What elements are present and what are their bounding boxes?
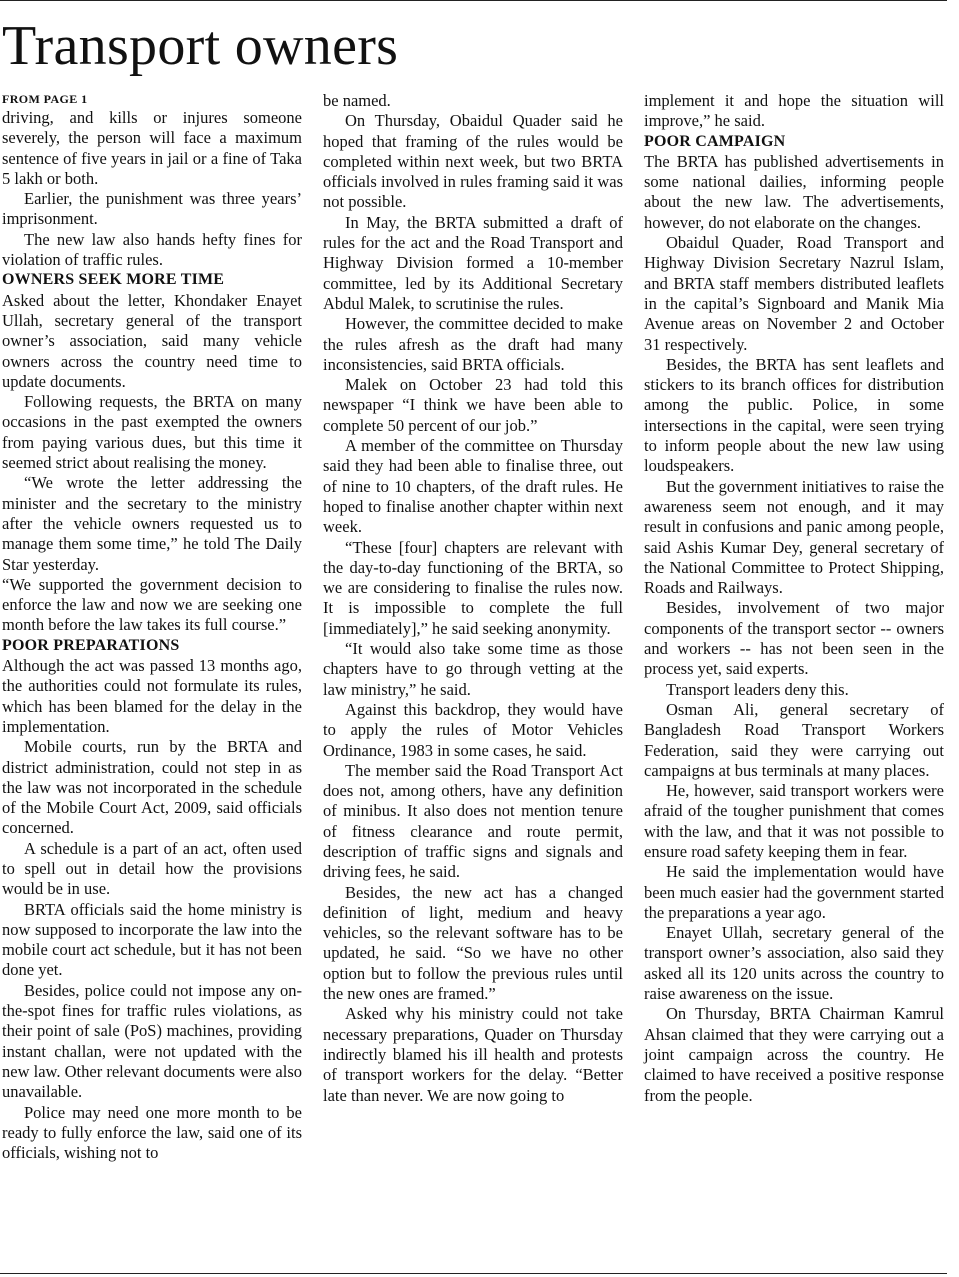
bottom-rule <box>0 1273 947 1274</box>
paragraph: But the government initiatives to raise the awareness seem not enough, and it may result in confusions and panic among people, said Ashis Kumar Dey, general secretary of the National Committee to Protect Shipping, Roads and Railways. <box>644 476 944 598</box>
paragraph: Besides, the new act has a changed definition of light, medium and heavy vehicles, so the relevant software has to be updated, he said. “So we have no other option but to follow the previous rules until the new ones are framed.” <box>323 882 623 1004</box>
paragraph: Enayet Ullah, secretary general of the transport owner’s association, also said they asked all its 120 units across the country to raise awareness on the issue. <box>644 923 944 1004</box>
paragraph: Osman Ali, general secretary of Bangladesh Road Transport Workers Federation, said they were carrying out campaigns at bus terminals at many places. <box>644 699 944 780</box>
article-column-2 <box>323 91 623 1106</box>
paragraph: Besides, involvement of two major components of the transport sector -- owners and workers -- has not been seen in the process yet, said experts. <box>644 598 944 679</box>
paragraph: be named. <box>323 91 391 110</box>
paragraph: A member of the committee on Thursday said they had been able to finalise three, out of nine to 10 chapters, of the draft rules. He hoped to finalise another chapter within next week. <box>323 436 623 537</box>
headline: Transport owners <box>2 15 399 77</box>
paragraph: Asked about the letter, Khondaker Enayet Ullah, secretary general of the transport owner’s association, said many vehicle owners across the country need time to update documents. <box>2 290 302 391</box>
paragraph: Transport leaders deny this. <box>666 679 849 699</box>
article-column-1 <box>2 91 302 1163</box>
paragraph: He, however, said transport workers were afraid of the tougher punishment that comes with the law, and that it was not possible to ensure road safety keeping them in fear. <box>644 781 944 861</box>
paragraph: “These [four] chapters are relevant with the day-to-day functioning of the BRTA, so we are considering to finalise the rules now. It is impossible to complete the full [immediately],” he said seeking anonymity. <box>323 537 623 638</box>
paragraph: “We supported the government decision to enforce the law and now we are seeking one month before the law takes its full course.” <box>2 574 302 635</box>
top-rule <box>0 0 947 1</box>
jump-label: FROM PAGE 1 <box>2 92 88 106</box>
paragraph: On Thursday, Obaidul Quader said he hoped that framing of the rules would be completed within next week, but two BRTA officials involved in rules framing said it was not possible. <box>323 111 623 212</box>
paragraph: The member said the Road Transport Act does not, among others, have any definition of minibus. It also does not mention tenure of fitness clearance and route permit, description of traffic signs and signals and driving fees, he said. <box>323 760 623 882</box>
paragraph: driving, and kills or injures someone severely, the person will face a maximum sentence of five years in jail or a fine of Taka 5 lakh or both. <box>2 108 302 188</box>
paragraph: The new law also hands hefty fines for violation of traffic rules. <box>2 229 302 270</box>
paragraph: A schedule is a part of an act, often used to spell out in detail how the provisions would be in use. <box>2 838 302 899</box>
paragraph: BRTA officials said the home ministry is now supposed to incorporate the law into the mobile court act schedule, but it has not been done yet. <box>2 899 302 980</box>
paragraph: “It would also take some time as those chapters have to go through vetting at the law ministry,” he said. <box>323 639 623 699</box>
paragraph: “We wrote the letter addressing the minister and the secretary to the ministry after the vehicle owners requested us to manage them some time,” he told The Daily Star yesterday. <box>2 473 302 574</box>
paragraph: Obaidul Quader, Road Transport and Highway Division Secretary Nazrul Islam, and BRTA staff members distributed leaflets in the capital’s Signboard and Manik Mia Avenue areas on November 2 and October 31 respectively. <box>644 233 944 354</box>
subhead-owners-seek-more-time: OWNERS SEEK MORE TIME <box>2 271 225 289</box>
paragraph: Mobile courts, run by the BRTA and district administration, could not step in as the law was not incorporated in the schedule of the Mobile Court Act, 2009, said officials concerned. <box>2 737 302 838</box>
paragraph: However, the committee decided to make the rules afresh as the draft had many inconsistencies, said BRTA officials. <box>323 314 623 374</box>
paragraph: Asked why his ministry could not take necessary preparations, Quader on Thursday indirectly blamed his ill health and protests of transport workers for the delay. “Better late than never. We are now going to <box>323 1004 623 1105</box>
paragraph: He said the implementation would have been much easier had the government started the preparations a year ago. <box>644 862 944 922</box>
paragraph: implement it and hope the situation will improve,” he said. <box>644 91 944 131</box>
subhead-poor-campaign: POOR CAMPAIGN <box>644 132 786 150</box>
paragraph: Although the act was passed 13 months ago, the authorities could not formulate its rules, which has been blamed for the delay in the implementation. <box>2 656 302 736</box>
paragraph: Police may need one more month to be ready to fully enforce the law, said one of its officials, wishing not to <box>2 1102 302 1163</box>
article-column-3 <box>644 91 944 1106</box>
paragraph: Malek on October 23 had told this newspaper “I think we have been able to complete 50 percent of our job.” <box>323 375 623 435</box>
paragraph: Following requests, the BRTA on many occasions in the past exempted the owners from paying various dues, but this time it seemed strict about realising the money. <box>2 392 302 473</box>
paragraph: Earlier, the punishment was three years’ imprisonment. <box>2 189 302 229</box>
paragraph: Besides, police could not impose any on-the-spot fines for traffic rules violations, as their point of sale (PoS) machines, providing instant challan, were not updated with the new law. Other relevant documents were also unavailable. <box>2 980 302 1102</box>
paragraph: Against this backdrop, they would have to apply the rules of Motor Vehicles Ordinance, 1983 in some cases, he said. <box>323 699 623 760</box>
subhead-poor-preparations: POOR PREPARATIONS <box>2 636 180 654</box>
paragraph: The BRTA has published advertisements in some national dailies, informing people about the new law. The advertisements, however, do not elaborate on the changes. <box>644 151 944 232</box>
paragraph: On Thursday, BRTA Chairman Kamrul Ahsan claimed that they were carrying out a joint campaign across the country. He claimed to have received a positive response from the people. <box>644 1004 944 1105</box>
paragraph: Besides, the BRTA has sent leaflets and stickers to its branch offices for distribution among the public. Police, in some intersections in the capital, were seen trying to inform people about the new law using loudspeakers. <box>644 354 944 476</box>
paragraph: In May, the BRTA submitted a draft of rules for the act and the Road Transport and Highway Division formed a 10-member committee, led by its Additional Secretary Abdul Malek, to scrutinise the rules. <box>323 212 623 313</box>
